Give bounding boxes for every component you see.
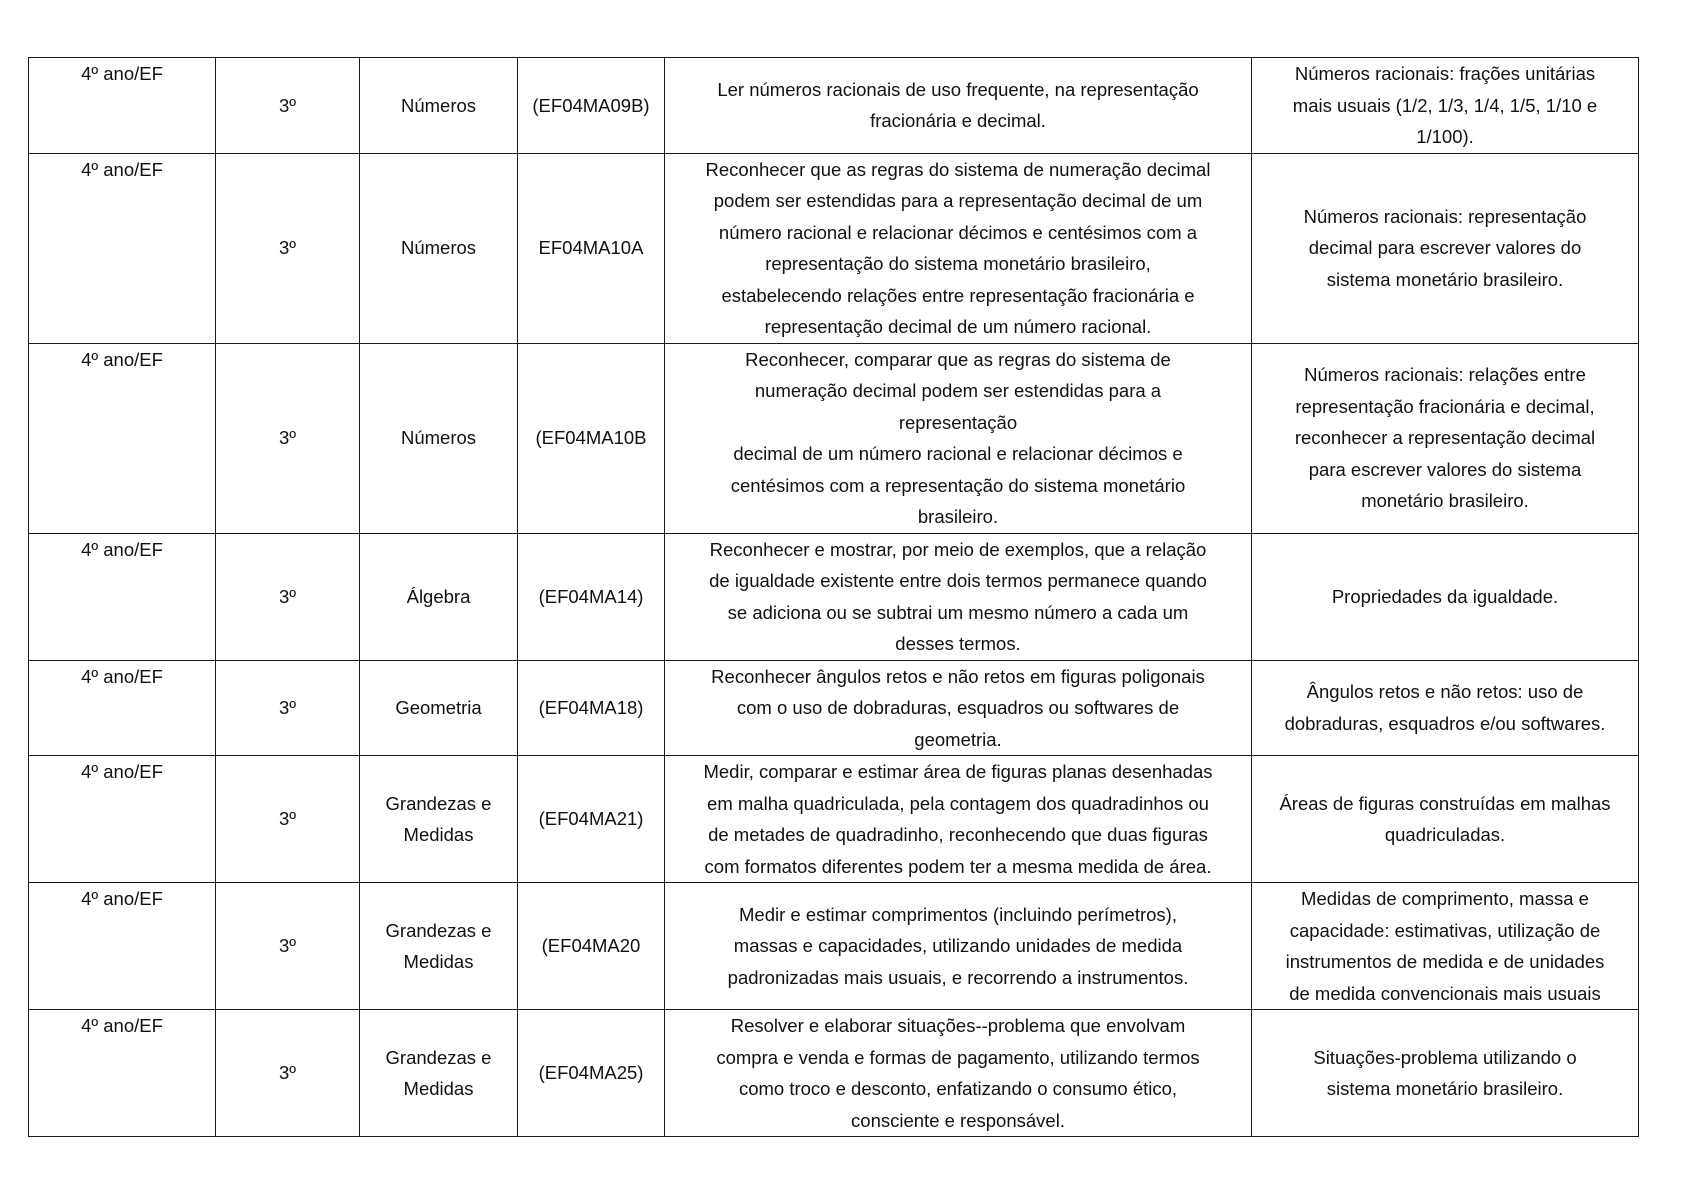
knowledge-object-cell: Propriedades da igualdade. xyxy=(1252,533,1639,660)
year-cell: 4º ano/EF xyxy=(29,153,216,343)
skill-description-cell: Reconhecer ângulos retos e não retos em figuras poligonais com o uso de dobraduras, esquadros ou softwares de geometria. xyxy=(665,660,1252,756)
knowledge-object-cell: Medidas de comprimento, massa e capacidade: estimativas, utilização de instrumentos de medida e de unidades de medida convencionais mais usuais xyxy=(1252,883,1639,1010)
year-cell: 4º ano/EF xyxy=(29,533,216,660)
knowledge-object-cell: Números racionais: frações unitárias mais usuais (1/2, 1/3, 1/4, 1/5, 1/10 e 1/100). xyxy=(1252,58,1639,154)
skill-code-cell: (EF04MA20 xyxy=(518,883,665,1010)
skill-code-cell: (EF04MA21) xyxy=(518,756,665,883)
table-row xyxy=(29,153,1639,343)
knowledge-object-cell: Situações-problema utilizando o sistema monetário brasileiro. xyxy=(1252,1010,1639,1137)
table-row xyxy=(29,756,1639,883)
skill-description-cell: Medir, comparar e estimar área de figuras planas desenhadas em malha quadriculada, pela contagem dos quadradinhos ou de metades de quadradinho, reconhecendo que duas figuras com formatos diferentes podem ter a mesma medida de área. xyxy=(665,756,1252,883)
table-row xyxy=(29,343,1639,533)
skill-code-cell: (EF04MA10B xyxy=(518,343,665,533)
knowledge-object-cell: Números racionais: representação decimal para escrever valores do sistema monetário brasileiro. xyxy=(1252,153,1639,343)
term-cell: 3º xyxy=(216,343,360,533)
thematic-unit-cell: Números xyxy=(360,153,518,343)
term-cell: 3º xyxy=(216,58,360,154)
year-cell: 4º ano/EF xyxy=(29,660,216,756)
table-row xyxy=(29,883,1639,1010)
thematic-unit-cell: Grandezas e Medidas xyxy=(360,883,518,1010)
year-cell: 4º ano/EF xyxy=(29,883,216,1010)
year-cell: 4º ano/EF xyxy=(29,343,216,533)
knowledge-object-cell: Áreas de figuras construídas em malhas quadriculadas. xyxy=(1252,756,1639,883)
curriculum-table xyxy=(28,57,1639,1137)
table-row xyxy=(29,533,1639,660)
table-row xyxy=(29,58,1639,154)
table-row xyxy=(29,1010,1639,1137)
curriculum-page xyxy=(28,57,1639,1137)
thematic-unit-cell: Números xyxy=(360,343,518,533)
term-cell: 3º xyxy=(216,756,360,883)
year-cell: 4º ano/EF xyxy=(29,756,216,883)
skill-description-cell: Ler números racionais de uso frequente, na representação fracionária e decimal. xyxy=(665,58,1252,154)
skill-code-cell: (EF04MA25) xyxy=(518,1010,665,1137)
table-row xyxy=(29,660,1639,756)
year-cell: 4º ano/EF xyxy=(29,58,216,154)
thematic-unit-cell: Álgebra xyxy=(360,533,518,660)
thematic-unit-cell: Grandezas e Medidas xyxy=(360,756,518,883)
thematic-unit-cell: Números xyxy=(360,58,518,154)
knowledge-object-cell: Números racionais: relações entre representação fracionária e decimal, reconhecer a representação decimal para escrever valores do sistema monetário brasileiro. xyxy=(1252,343,1639,533)
thematic-unit-cell: Grandezas e Medidas xyxy=(360,1010,518,1137)
term-cell: 3º xyxy=(216,533,360,660)
term-cell: 3º xyxy=(216,153,360,343)
skill-code-cell: (EF04MA14) xyxy=(518,533,665,660)
skill-description-cell: Medir e estimar comprimentos (incluindo perímetros), massas e capacidades, utilizando unidades de medida padronizadas mais usuais, e recorrendo a instrumentos. xyxy=(665,883,1252,1010)
skill-description-cell: Reconhecer e mostrar, por meio de exemplos, que a relação de igualdade existente entre dois termos permanece quando se adiciona ou se subtrai um mesmo número a cada um desses termos. xyxy=(665,533,1252,660)
skill-code-cell: (EF04MA09B) xyxy=(518,58,665,154)
skill-description-cell: Reconhecer que as regras do sistema de numeração decimal podem ser estendidas para a representação decimal de um número racional e relacionar décimos e centésimos com a representação do sistema monetário brasileiro, estabelecendo relações entre representação fracionária e representação decimal de um número racional. xyxy=(665,153,1252,343)
term-cell: 3º xyxy=(216,1010,360,1137)
term-cell: 3º xyxy=(216,883,360,1010)
year-cell: 4º ano/EF xyxy=(29,1010,216,1137)
skill-code-cell: (EF04MA18) xyxy=(518,660,665,756)
skill-code-cell: EF04MA10A xyxy=(518,153,665,343)
knowledge-object-cell: Ângulos retos e não retos: uso de dobraduras, esquadros e/ou softwares. xyxy=(1252,660,1639,756)
skill-description-cell: Resolver e elaborar situações--problema que envolvam compra e venda e formas de pagamento, utilizando termos como troco e desconto, enfatizando o consumo ético, consciente e responsável. xyxy=(665,1010,1252,1137)
term-cell: 3º xyxy=(216,660,360,756)
thematic-unit-cell: Geometria xyxy=(360,660,518,756)
skill-description-cell: Reconhecer, comparar que as regras do sistema de numeração decimal podem ser estendidas para a representação decimal de um número racional e relacionar décimos e centésimos com a representação do sistema monetário brasileiro. xyxy=(665,343,1252,533)
